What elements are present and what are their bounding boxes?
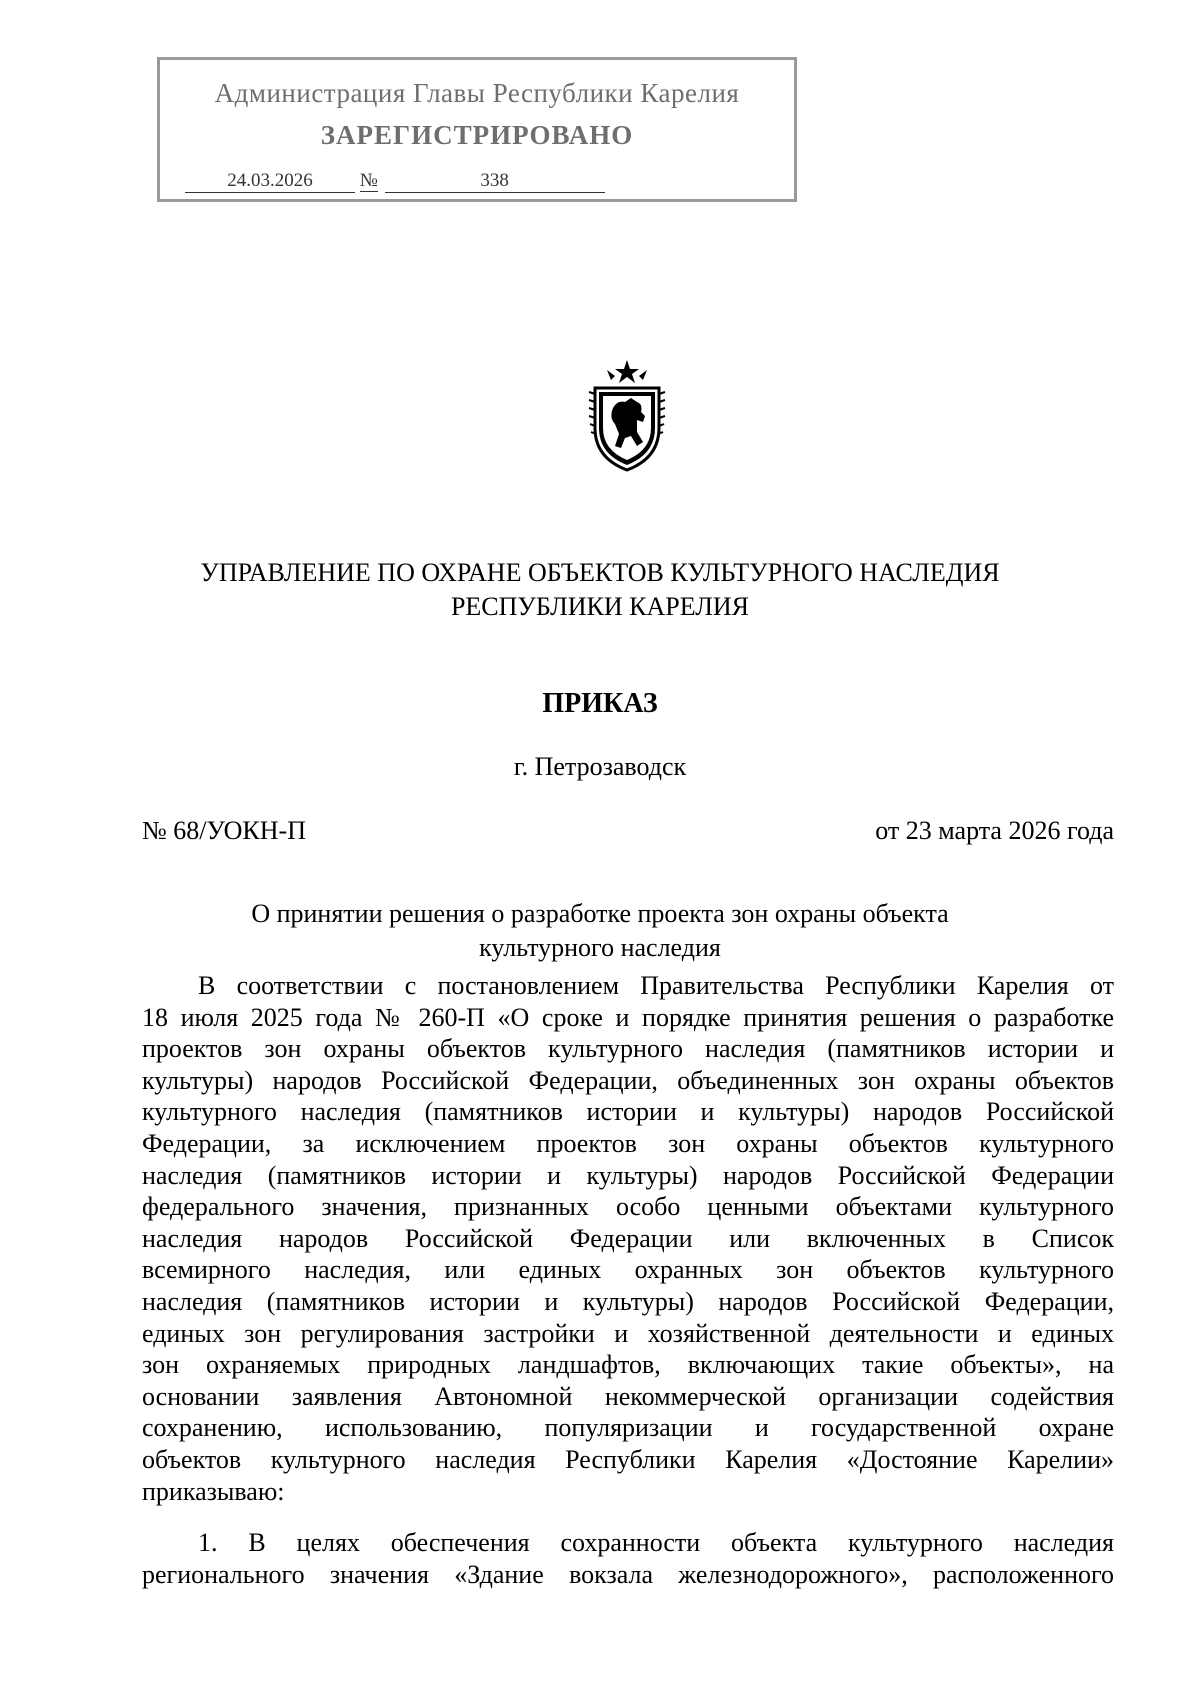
stamp-number: 338	[385, 170, 605, 193]
subject-line1: О принятии решения о разработке проекта зон охраны объекта	[251, 899, 949, 928]
stamp-registration-line	[185, 170, 605, 193]
paragraph-line: В соответствии с постановлением Правительства Республики Карелия от	[198, 971, 1114, 1000]
paragraph-line: культурного наследия (памятников истории и культуры) народов Российской	[142, 1097, 1114, 1127]
paragraph-line: всемирного наследия, или единых охранных зон объектов культурного	[142, 1255, 1114, 1285]
paragraph-line: проектов зон охраны объектов культурного наследия (памятников истории и	[142, 1034, 1114, 1064]
paragraph-line: 1. В целях обеспечения сохранности объекта культурного наследия	[198, 1528, 1114, 1557]
body-paragraph-2	[142, 1527, 1114, 1590]
paragraph-line: сохранению, использованию, популяризации и государственной охране	[142, 1413, 1114, 1443]
paragraph-line: наследия (памятников истории и культуры) народов Российской Федерации	[142, 1160, 1114, 1190]
karelia-coat-of-arms-icon	[587, 358, 667, 474]
paragraph-line: регионального значения «Здание вокзала железнодорожного», расположенного	[142, 1559, 1114, 1589]
paragraph-line: приказываю:	[142, 1476, 285, 1506]
stamp-number-sign: №	[359, 170, 378, 191]
subject-line2: культурного наследия	[479, 933, 721, 962]
stamp-status: ЗАРЕГИСТРИРОВАНО	[320, 120, 634, 150]
document-type-title: ПРИКАЗ	[542, 688, 658, 719]
registration-stamp	[157, 57, 797, 202]
paragraph-line: Федерации, за исключением проектов зон охраны объектов культурного	[142, 1128, 1114, 1158]
paragraph-line: наследия народов Российской Федерации или включенных в Список	[142, 1223, 1114, 1253]
stamp-date: 24.03.2026	[185, 170, 355, 193]
stamp-organization: Администрация Главы Республики Карелия	[214, 78, 740, 108]
paragraph-line: федерального значения, признанных особо ценными объектами культурного	[142, 1192, 1114, 1222]
paragraph-line: зон охраняемых природных ландшафтов, включающих такие объекты», на	[142, 1350, 1114, 1380]
body-paragraph-1	[142, 970, 1114, 1507]
agency-name-line1: УПРАВЛЕНИЕ ПО ОХРАНЕ ОБЪЕКТОВ КУЛЬТУРНОГО НАСЛЕДИЯ	[200, 558, 1000, 587]
order-date: от 23 марта 2026 года	[875, 816, 1114, 845]
paragraph-line: единых зон регулирования застройки и хозяйственной деятельности и единых	[142, 1318, 1114, 1348]
order-number: № 68/УОКН-П	[142, 816, 306, 845]
paragraph-line: культуры) народов Российской Федерации, объединенных зон охраны объектов	[142, 1065, 1114, 1095]
paragraph-line: 18 июля 2025 года № 260-П «О сроке и порядке принятия решения о разработке	[142, 1002, 1114, 1032]
document-city: г. Петрозаводск	[513, 752, 687, 781]
paragraph-line: основании заявления Автономной некоммерческой организации содействия	[142, 1381, 1114, 1411]
agency-name-line2: РЕСПУБЛИКИ КАРЕЛИЯ	[450, 592, 750, 621]
paragraph-line: наследия (памятников истории и культуры) народов Российской Федерации,	[142, 1286, 1114, 1316]
paragraph-line: объектов культурного наследия Республики Карелия «Достояние Карелии»	[142, 1444, 1114, 1474]
